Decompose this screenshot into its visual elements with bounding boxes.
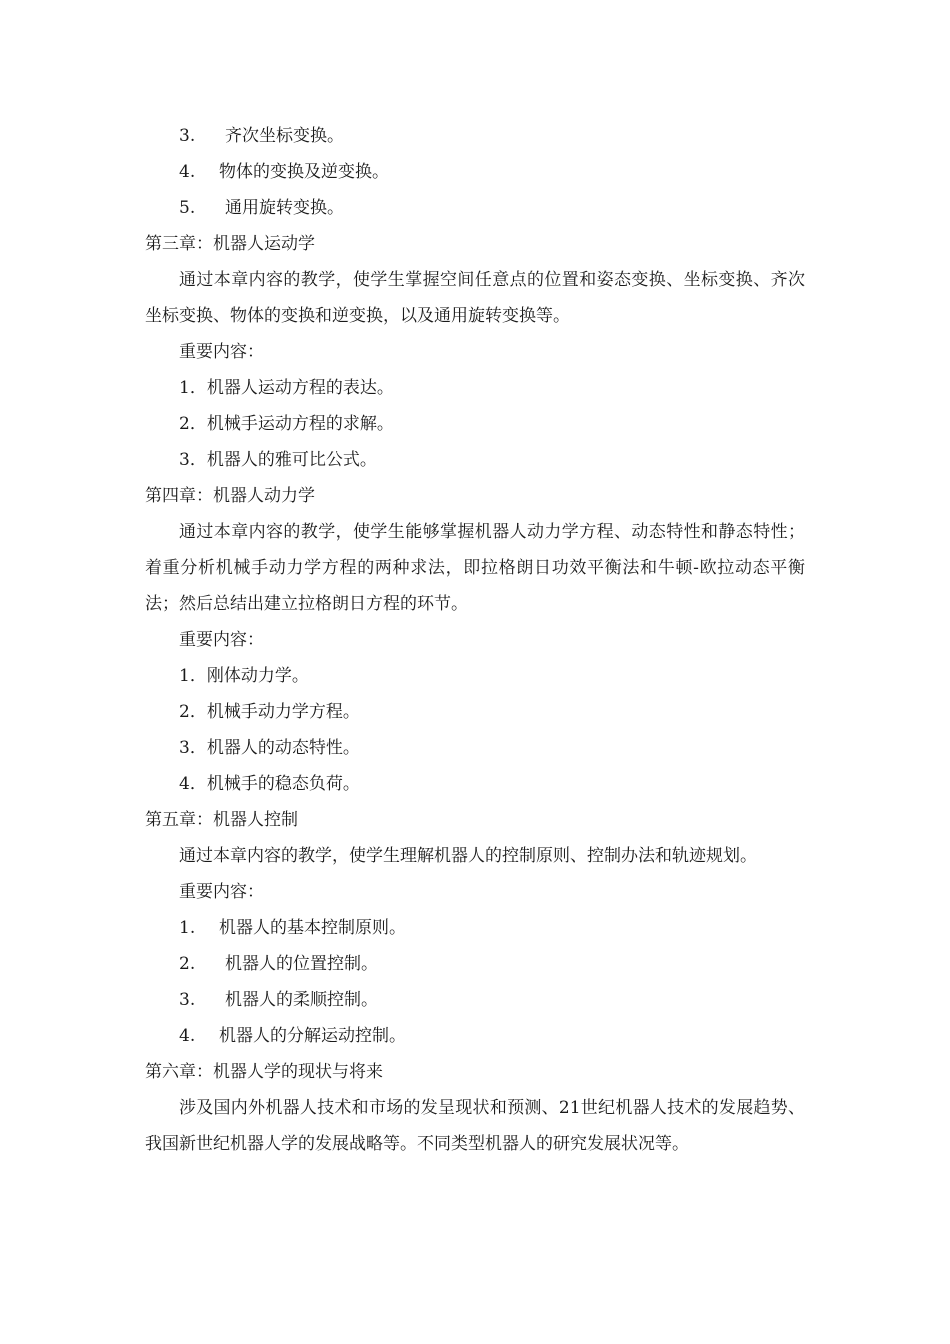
section-label: 重要内容： [179, 342, 264, 362]
list-item: 2．机械手运动方程的求解。 [179, 414, 394, 434]
list-item: 3. 齐次坐标变换。 [179, 126, 344, 146]
chapter-paragraph: 通过本章内容的教学，使学生能够掌握机器人动力学方程、动态特性和静态特性；着重分析机械手动力学方程的两种求法，即拉格朗日功效平衡法和牛顿-欧拉动态平衡法；然后总结出建立拉格朗日方程的环节。 [145, 522, 805, 614]
list-item: 3. 机器人的柔顺控制。 [179, 990, 378, 1010]
list-item: 5. 通用旋转变换。 [179, 198, 344, 218]
section-label: 重要内容： [179, 882, 264, 902]
list-item: 3．机器人的雅可比公式。 [179, 450, 377, 470]
list-item: 4．机械手的稳态负荷。 [179, 774, 360, 794]
list-item: 4. 机器人的分解运动控制。 [179, 1026, 406, 1046]
list-item: 1. 机器人的基本控制原则。 [179, 918, 406, 938]
list-item: 4. 物体的变换及逆变换。 [179, 162, 389, 182]
list-item: 2. 机器人的位置控制。 [179, 954, 378, 974]
document-body [145, 118, 805, 1162]
chapter-paragraph: 通过本章内容的教学，使学生掌握空间任意点的位置和姿态变换、坐标变换、齐次坐标变换、物体的变换和逆变换，以及通用旋转变换等。 [145, 270, 805, 326]
list-item: 1．机器人运动方程的表达。 [179, 378, 394, 398]
section-label: 重要内容： [179, 630, 264, 650]
list-item: 3．机器人的动态特性。 [179, 738, 360, 758]
chapter-paragraph: 通过本章内容的教学，使学生理解机器人的控制原则、控制办法和轨迹规划。 [179, 846, 757, 866]
chapter-heading: 第三章：机器人运动学 [145, 234, 315, 254]
list-item: 1．刚体动力学。 [179, 666, 309, 686]
chapter-paragraph: 涉及国内外机器人技术和市场的发呈现状和预测、21世纪机器人技术的发展趋势、我国新世纪机器人学的发展战略等。不同类型机器人的研究发展状况等。 [145, 1098, 805, 1154]
chapter-heading: 第六章：机器人学的现状与将来 [145, 1062, 383, 1082]
chapter-heading: 第四章：机器人动力学 [145, 486, 315, 506]
chapter-heading: 第五章：机器人控制 [145, 810, 298, 830]
list-item: 2．机械手动力学方程。 [179, 702, 360, 722]
